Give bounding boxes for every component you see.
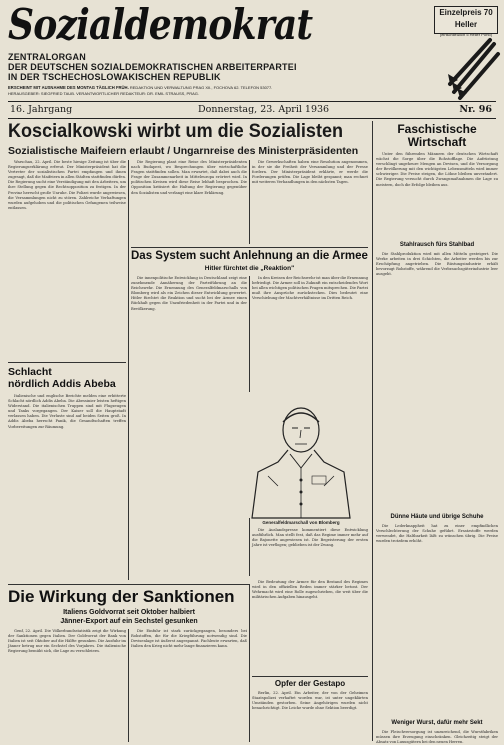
three-arrows-emblem-icon [446, 38, 502, 100]
lead-column-2 [131, 160, 247, 244]
imprint-editors: HERAUSGEBER: SIEGFRIED TAUB. VERANTWORTLICHER REDAKTEUR: DR. EMIL STRAUSS, PRAG. [8, 91, 199, 96]
armee-bottom-column [252, 580, 368, 674]
wirkung-title: Die Wirkung der Sanktionen [8, 587, 235, 606]
wirkung-top-rule [8, 584, 250, 585]
volume-label: 16. Jahrgang [10, 104, 73, 115]
column-rule-gestapo [249, 584, 250, 742]
gestapo-title: Opfer der Gestapo [274, 679, 346, 688]
lead-text-2: Die Regierung plant eine Reise des Ministerpräsidenten nach Budapest, wo Besprechungen über wirtschaftliche Fragen stattfinden sollen. Man erwartet, daß dabei auch die Frage der Zusammenarbeit in Mitteleuropa erörtert wird. In politischen Kreisen wird diese Reise lebhaft besprochen. Die Opposition kritisiert die Haltung der Regierung gegenüber den Sozialisten und verlangt eine klare Erklärung. [131, 160, 247, 195]
sidebar-subhead-2: Dünne Häute und übrige Schuhe [390, 514, 484, 520]
column-rule-1 [128, 160, 129, 580]
wirkung-sub-2: Jänner-Export auf ein Sechstel gesunken [60, 618, 198, 625]
lead-subheadline: Sozialistische Maifeiern erlaubt / Ungarnreise des Ministerpräsidenten [8, 145, 359, 157]
issue-number: Nr. 96 [459, 104, 492, 115]
armee-title: Das System sucht Anlehnung an die Armee [131, 250, 368, 262]
wirkung-text-2: Die Einfuhr ist stark zurückgegangen, besonders bei Rohstoffen, die für die Kriegführung notwendig sind. Die Devisenlage ist äußerst angespannt. Fachleute erwarten, daß Italien den Krieg nicht mehr lange finanzieren kann. [131, 629, 247, 649]
price-note: (einschließlich 5 Heller Porto) [439, 32, 493, 37]
lead-text-1: Warschau, 22. April. Die beste hiesige Zeitung ist über die Regierungserklärung erfreut. Der Ministerpräsident hat die Vertreter der sozialistischen Partei empfangen und ihnen zugesagt, daß die Maifeiern in allen Städten stattfinden dürfen. Die Regierung sucht eine Verständigung mit den Arbeitern, um ihre Stellung gegen die Rechtsopposition zu festigen. In der Provinz herrscht große Unruhe. Die Polizei wurde angewiesen, die Versammlungen nicht zu stören. Zahlreiche Verhaftungen wurden aufgehoben und die politischen Gefangenen teilweise entlassen. [8, 160, 126, 210]
lead-column-1 [8, 160, 126, 360]
sidebar-title-line-2: Wirtschaft [407, 135, 467, 149]
wirkung-subhead [8, 608, 250, 626]
wirkung-text-1: Genf, 22. April. Die Völkerbundsstatistik zeigt die Wirkung der Sanktionen gegen Italien. Der Goldvorrat der Bank von Italien ist seit Oktober auf die Hälfte gesunken. Die Ausfuhr im Jänner betrug nur ein Sechstel des Vorjahres. Die italienische Regierung bemüht sich, die Lage zu verschleiern. [8, 629, 126, 654]
wirkung-sub-1: Italiens Goldvorrat seit Oktober halbiert [63, 609, 195, 616]
schlacht-title-line-1: Schlacht [8, 366, 52, 378]
armee-column-3 [252, 528, 368, 576]
schlacht-title [8, 366, 126, 390]
sidebar-text-1: Unter den führenden Männern der deutschen Wirtschaft wächst die Sorge über die Rohstofflage. Die Aufrüstung verschlingt ungeheure Mengen an Devisen, und die Versorgung der Bevölkerung mit den wichtigsten Lebensmitteln wird immer schwieriger. Die Preise steigen, die Löhne bleiben unverändert. Die Regierung versucht durch Zwangsmaßnahmen die Lage zu meistern, doch die Erfolge bleiben aus. [376, 152, 498, 187]
sidebar-column-2 [376, 252, 498, 510]
sidebar-subhead-1: Stahlrausch fürs Stahlbad [399, 242, 475, 248]
wirkung-column-1 [8, 629, 126, 742]
organ-block [8, 52, 428, 82]
wirkung-column-2 [131, 629, 247, 742]
masthead [8, 0, 448, 49]
gestapo-top-rule [252, 676, 368, 677]
armee-subtitle: Hitler fürchtet die „Reaktion" [204, 265, 295, 272]
sidebar-column-4 [376, 730, 498, 745]
armee-text-2: In den Kreisen der Reichswehr ist man über die Ernennung befriedigt. Die Armee soll in Zukunft ein entscheidendes Wort bei allen wichtigen politischen Fragen mitsprechen. Die Partei muß ihre Ansprüche zurückstecken. Dies bedeutet eine Verschiebung der Machtverhältnisse im Dritten Reich. [252, 276, 368, 301]
organ-line-1: ZENTRALORGAN [8, 52, 86, 62]
armee-column-2 [252, 276, 368, 388]
schlacht-title-line-2: nördlich Addis Abeba [8, 378, 116, 390]
schlacht-text: Italienische und englische Berichte melden eine erbitterte Schlacht nördlich Addis Abeba. Die Abessinier leisten heftigen Widerstand. Die italienischen Truppen sind mit Flugzeugen und Tanks vorgegangen. Der Kaiser soll die Hauptstadt verlassen haben. Die Verluste sind auf beiden Seiten groß. In Addis Abeba herrscht Panik, die Gesandtschaften treffen Vorbereitungen zur Räumung. [8, 394, 126, 429]
sidebar-title [376, 123, 498, 149]
dateline-bar [8, 101, 496, 119]
schlacht-top-rule [8, 362, 126, 363]
blomberg-portrait-icon [238, 392, 364, 518]
armee-text-1: Die innenpolitische Entwicklung in Deutschland zeigt eine zunehmende Annäherung der Parteiführung an die Reichswehr. Die Ernennung des Generalfeldmarschalls von Blomberg wird als ein Zeichen dieser Entwicklung gewertet. Hitler fürchtet die Reaktion und sucht bei der Armee einen Rückhalt gegen die Unzufriedenheit in der Partei und in der Bevölkerung. [131, 276, 247, 311]
sidebar-text-2: Die Stahlproduktion wird mit allen Mitteln gesteigert. Die Werke arbeiten in drei Schichten, die Arbeiter werden bis zur Erschöpfung angetrieben. Die Rüstungsindustrie erhält bevorzugt Rohstoffe, während die Verbrauchsgüterindustrie leer ausgeht. [376, 252, 498, 277]
column-rule-wirkung [128, 629, 129, 742]
lead-text-3: Die Gewerkschaften haben eine Resolution angenommen, in der sie die Freiheit der Versammlung und der Presse fordern. Der Ministerpräsident erklärte, er werde die Forderungen prüfen. Die Lage bleibt gespannt; man rechnet mit weiteren Verhandlungen in den nächsten Tagen. [252, 160, 368, 185]
armee-bottom-text: Die Bedeutung der Armee für den Bestand des Regimes wird in den offiziellen Reden immer stärker betont. Der Wehrmacht wird eine Rolle zugeschrieben, die weit über die militärischen Aufgaben hinausgeht. [252, 580, 368, 600]
sidebar-column-3 [376, 524, 498, 716]
column-rule-2 [249, 160, 250, 244]
lead-column-3 [252, 160, 368, 244]
organ-line-2: DER DEUTSCHEN SOZIALDEMOKRATISCHEN ARBEITERPARTEI [8, 62, 297, 72]
imprint-address: REDAKTION UND VERWALTUNG PRAG XII., FOCHOVA 62. TELEFON 53077. [129, 85, 273, 90]
sidebar-column [376, 152, 498, 238]
sidebar-title-line-1: Faschistische [397, 122, 477, 136]
portrait-caption: Generalfeldmarschall von Blomberg [262, 520, 340, 525]
schlacht-column [8, 394, 126, 580]
gestapo-text: Berlin, 22. April. Ein Arbeiter, der von der Geheimen Staatspolizei verhaftet worden war, ist unter ungeklärten Umständen gestorben. Seine Angehörigen wurden nicht benachrichtigt. Die Leiche wurde ohne Sektion beerdigt. [252, 691, 368, 711]
organ-line-3: IN DER TSCHECHOSLOWAKISCHEN REPUBLIK [8, 72, 221, 82]
column-rule-sidebar [372, 121, 373, 741]
sidebar-text-3: Die Lederknappheit hat zu einer empfindlichen Verschlechterung der Schuhe geführt. Ersatzstoffe werden verwendet, die Haltbarkeit läßt zu wünschen übrig. Die Preise wurden trotzdem erhöht. [376, 524, 498, 544]
lead-headline: Koscialkowski wirbt um die Sozialisten [8, 121, 344, 142]
sidebar-text-4: Die Fleischversorgung ist unzureichend, die Wurstfabriken müssen ihre Erzeugung einschränken. Gleichzeitig steigt der Absatz von Luxusgütern bei den neuen Herren. [376, 730, 498, 745]
armee-top-rule [131, 247, 368, 248]
armee-text-3: Die Auslandspresse kommentiert diese Entwicklung ausführlich. Man stellt fest, daß das Regime immer mehr auf die Bajonette angewiesen ist. Die Begeisterung der ersten Jahre ist verflogen; geblieben ist der Zwang. [252, 528, 368, 548]
price-main: Einzelpreis 70 Heller [439, 8, 493, 29]
newspaper-title: Sozialdemokrat [8, 0, 313, 49]
issue-date: Donnerstag, 23. April 1936 [198, 104, 330, 115]
gestapo-column [252, 691, 368, 742]
imprint [8, 85, 428, 97]
armee-column-1 [131, 276, 247, 576]
price-box [434, 6, 498, 37]
sidebar-subhead-3: Weniger Wurst, dafür mehr Sekt [391, 720, 483, 726]
imprint-main: ERSCHEINT MIT AUSNAHME DES MONTAG TÄGLICH FRÜH. [8, 85, 129, 90]
